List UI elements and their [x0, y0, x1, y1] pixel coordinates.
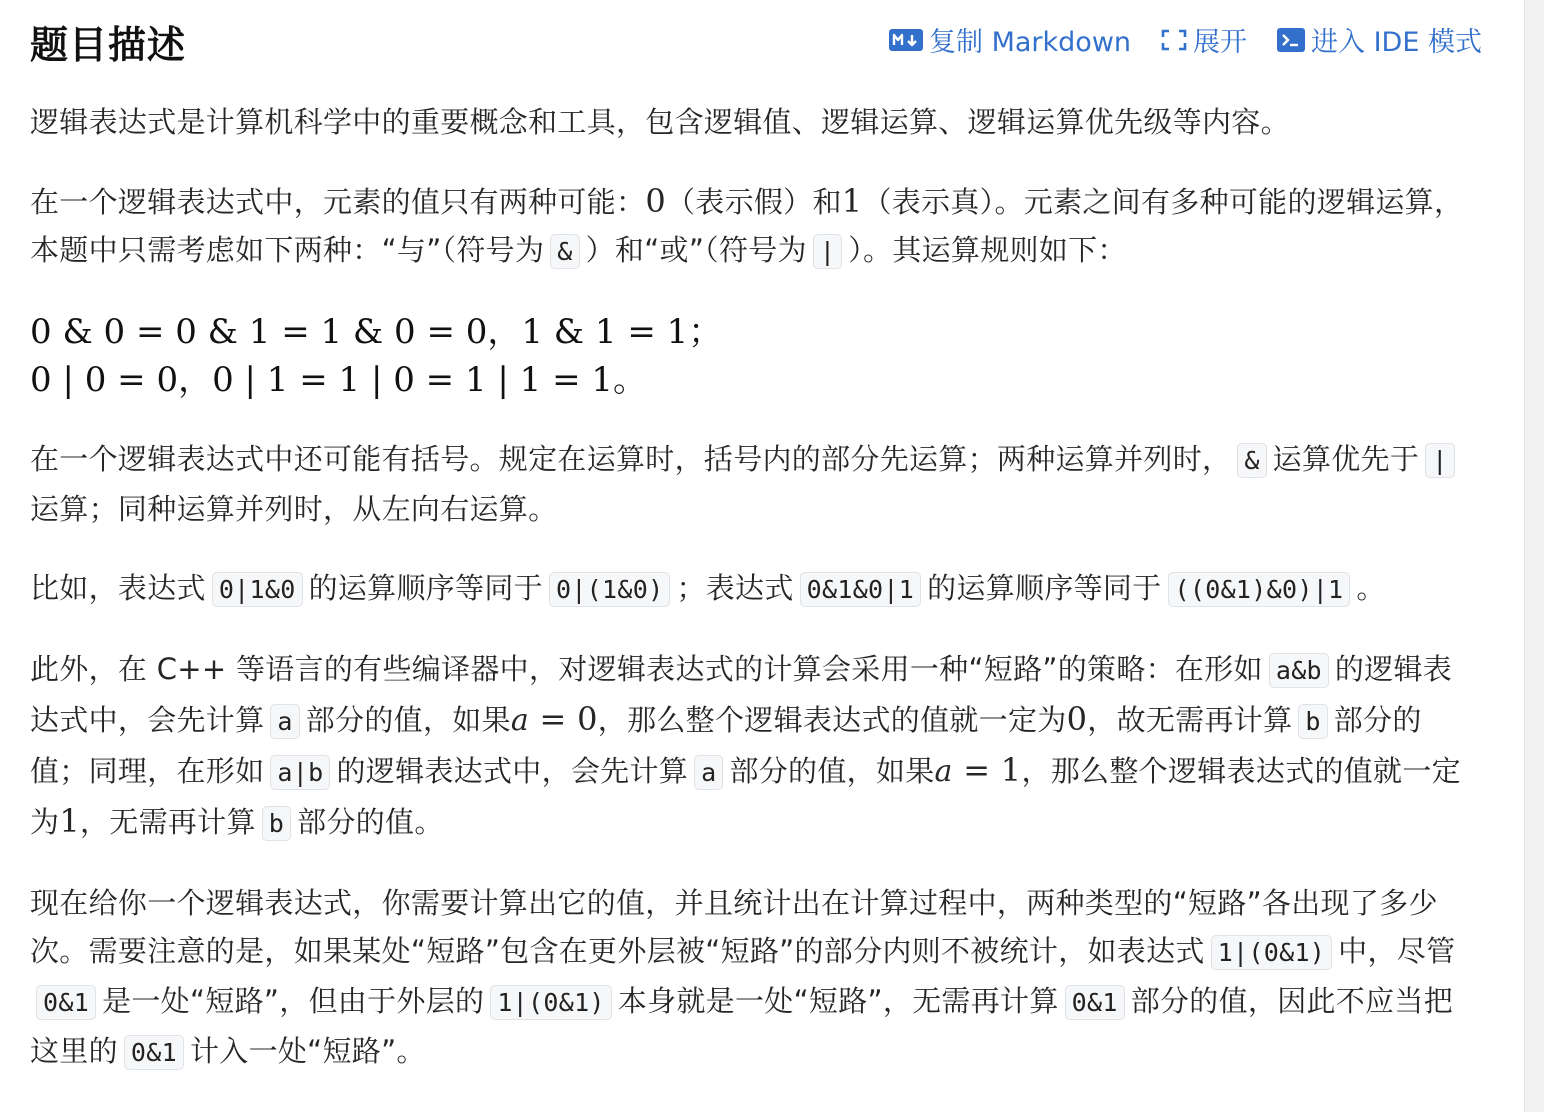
- expand-icon: [1161, 29, 1187, 51]
- inline-code: 0&1&0|1: [800, 572, 921, 607]
- inline-code: 0&1: [124, 1035, 184, 1070]
- inline-code: ((0&1)&0)|1: [1168, 572, 1351, 607]
- math-rules: [30, 308, 1476, 404]
- section-header: [30, 0, 1482, 80]
- paragraph-task: 现在给你一个逻辑表达式，你需要计算出它的值，并且统计出在计算过程中，两种类型的“短路”各出现了多少次。需要注意的是，如果某处“短路”包含在更外层被“短路”的部分内则不被统计，如表达式 1|(0&1) 中，尽管0&1 是一处“短路”，但由于外层的 1|(0&1) 本身就是一处“短路”，无需再计算 0&1 部分的值，因此不应当把这里的 0&1 计入一处“短路”。: [30, 886, 1456, 1068]
- copy-markdown-button[interactable]: [889, 20, 1131, 59]
- inline-code: b: [262, 806, 291, 841]
- inline-code: a: [270, 704, 299, 739]
- math-line-or: 0 | 0 = 0，0 | 1 = 1 | 0 = 1 | 1 = 1。: [30, 360, 648, 400]
- inline-code: 0|(1&0): [549, 572, 670, 607]
- enter-ide-label: 进入 IDE 模式: [1311, 27, 1482, 58]
- scrollbar-track[interactable]: [1524, 0, 1544, 1112]
- inline-code: 0&1: [36, 985, 96, 1020]
- section-title: 题目描述: [30, 23, 187, 67]
- header-actions: [889, 20, 1482, 59]
- expand-button[interactable]: [1161, 20, 1247, 59]
- inline-code: 1|(0&1): [1211, 935, 1332, 970]
- paragraph-short-circuit: 此外，在 C++ 等语言的有些编译器中，对逻辑表达式的计算会采用一种“短路”的策略：在形如 a&b 的逻辑表达式中，会先计算 a 部分的值，如果a = 0，那么整个逻辑表达式的值就一定为0，故无需再计算 b 部分的值；同理，在形如 a|b 的逻辑表达式中，会先计算 a 部分的值，如果a = 1，那么整个逻辑表达式的值就一定为1，无需再计算 b 部分的值。: [30, 652, 1461, 840]
- inline-code: 0|1&0: [212, 572, 303, 607]
- inline-code: &: [1237, 443, 1266, 478]
- inline-code: 0&1: [1065, 985, 1125, 1020]
- math-line-and: 0 & 0 = 0 & 1 = 1 & 0 = 0，1 & 1 = 1；: [30, 312, 723, 352]
- inline-code: |: [1425, 443, 1454, 478]
- inline-code: b: [1298, 704, 1327, 739]
- expand-label: 展开: [1193, 27, 1248, 58]
- paragraph-example: 比如，表达式 0|1&0 的运算顺序等同于 0|(1&0) ；表达式 0&1&0|1 的运算顺序等同于 ((0&1)&0)|1 。: [30, 571, 1386, 605]
- copy-markdown-label: 复制 Markdown: [929, 27, 1132, 58]
- inline-code: |: [813, 234, 842, 269]
- paragraph-precedence: 在一个逻辑表达式中还可能有括号。规定在运算时，括号内的部分先运算；两种运算并列时， & 运算优先于 |运算；同种运算并列时，从左向右运算。: [30, 435, 1476, 533]
- enter-ide-button[interactable]: [1277, 20, 1482, 59]
- problem-description: [30, 0, 1482, 1077]
- inline-code: 1|(0&1): [490, 985, 611, 1020]
- inline-code: a&b: [1269, 653, 1329, 688]
- inline-code: a|b: [270, 755, 330, 790]
- markdown-icon: [889, 29, 923, 51]
- paragraph-values: 在一个逻辑表达式中，元素的值只有两种可能：0（表示假）和1（表示真）。元素之间有多种可能的逻辑运算，本题中只需考虑如下两种：“与”（符号为 & ）和“或”（符号为 | ）。其运算规则如下：: [30, 182, 1464, 267]
- inline-code: &: [550, 234, 579, 269]
- terminal-icon: [1277, 28, 1305, 52]
- paragraph-intro: 逻辑表达式是计算机科学中的重要概念和工具，包含逻辑值、逻辑运算、逻辑运算优先级等内容。: [30, 105, 1290, 139]
- inline-code: a: [694, 755, 723, 790]
